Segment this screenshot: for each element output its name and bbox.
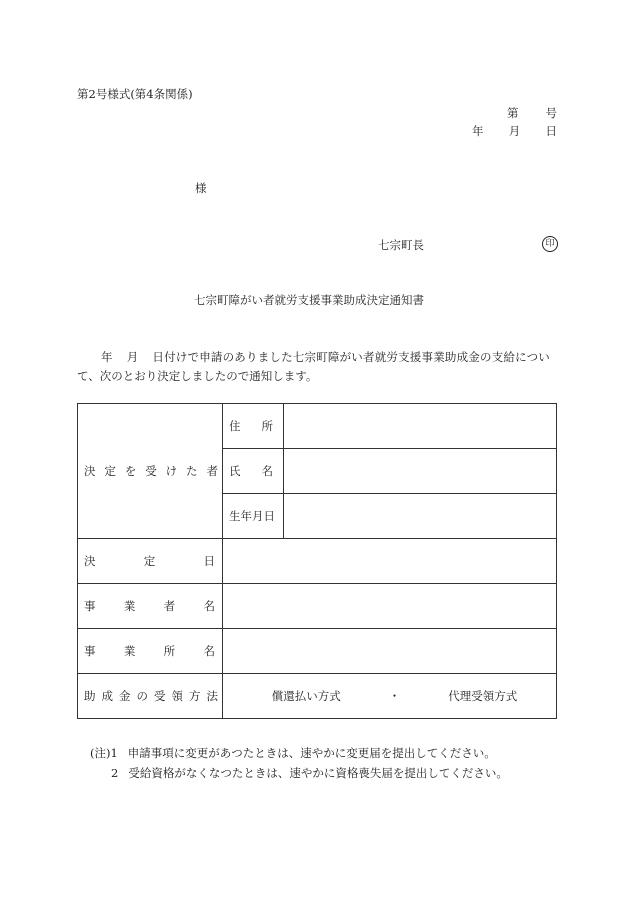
document-number-suffix: 号 [545, 106, 557, 120]
body-text-line-1 [101, 349, 550, 365]
note-2 [111, 765, 508, 781]
business-operator-label: 事 業 者 名 [78, 584, 223, 629]
decision-date-label: 決 定 日 [78, 539, 223, 584]
document-title: 七宗町障がい者就労支援事業助成決定通知書 [194, 293, 424, 307]
table-row-decision-date [78, 539, 557, 584]
business-operator-field[interactable] [223, 584, 557, 629]
method-option-proxy-receipt[interactable]: 代理受領方式 [448, 689, 518, 703]
table-row-receipt-method [78, 674, 557, 719]
note-1-text: 申請事項に変更があつたときは、速やかに変更届を提出してください。 [127, 746, 496, 760]
birthdate-label: 生年月日 [223, 494, 284, 539]
issue-date [472, 123, 557, 139]
date-year: 年 [472, 124, 484, 138]
business-office-field[interactable] [223, 629, 557, 674]
form-number: 第2号様式(第4条関係) [77, 87, 193, 101]
method-separator: ・ [388, 689, 401, 703]
recipient-label: 決 定 を 受 け た 者 [78, 404, 223, 539]
body-date-month: 月 [126, 350, 139, 364]
body-text-rest: 日付けで申請のありました七宗町障がい者就労支援事業助成金の支給につい [152, 350, 550, 364]
name-label: 氏 名 [223, 449, 284, 494]
date-month: 月 [508, 124, 521, 138]
document-number-prefix: 第 [507, 106, 519, 120]
name-field[interactable] [284, 449, 557, 494]
body-text-line-2: て、次のとおり決定しましたので通知します。 [77, 369, 318, 383]
receipt-method-field [223, 674, 557, 719]
decision-date-field[interactable] [223, 539, 557, 584]
birthdate-field[interactable] [284, 494, 557, 539]
receipt-method-label: 助 成 金 の 受 領 方 法 [78, 674, 223, 719]
issuer-name: 七宗町長 [378, 238, 424, 252]
business-office-label: 事 業 所 名 [78, 629, 223, 674]
method-option-reimbursement[interactable]: 償還払い方式 [271, 689, 341, 703]
table-row-business-office [78, 629, 557, 674]
note-2-text: 受給資格がなくなつたときは、速やかに資格喪失届を提出してください。 [128, 766, 508, 780]
address-field[interactable] [284, 404, 557, 449]
body-date-year: 年 [101, 350, 113, 364]
seal-mark: 印 [542, 236, 558, 252]
date-day: 日 [545, 124, 557, 138]
table-row-business-operator [78, 584, 557, 629]
address-label: 住 所 [223, 404, 284, 449]
decision-table [77, 403, 557, 719]
table-row-address [78, 404, 557, 449]
document-number [507, 105, 557, 121]
addressee-suffix: 様 [195, 181, 207, 195]
note-2-number: 2 [111, 766, 119, 780]
note-1 [90, 745, 496, 761]
note-1-number: (注)1 [90, 746, 118, 760]
